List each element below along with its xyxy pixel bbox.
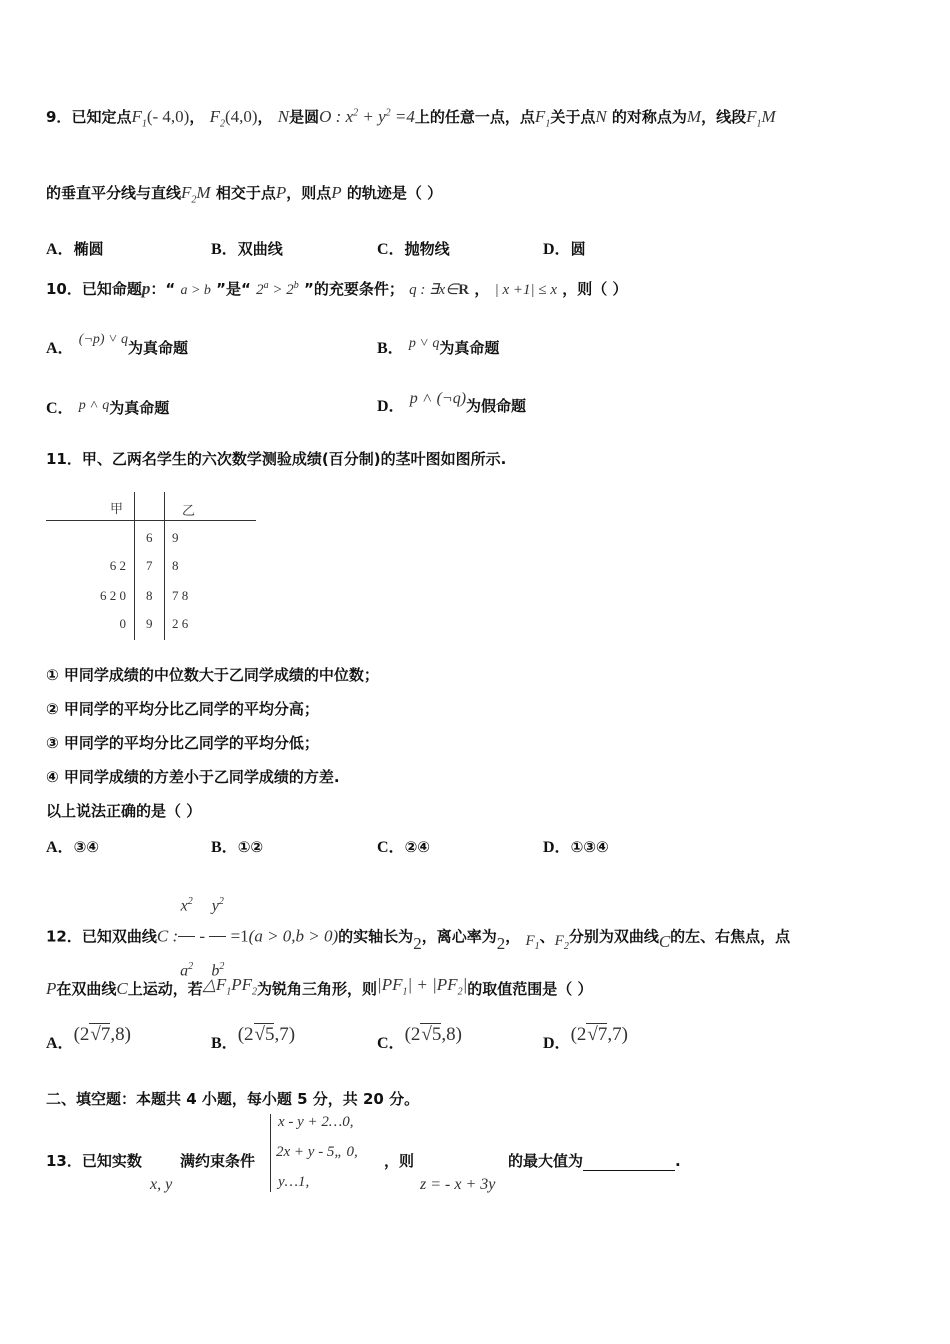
plot-right-header: 乙: [182, 503, 196, 518]
q11-option-a[interactable]: A．③④: [46, 838, 99, 856]
q12-line1: 12．已知双曲线C : $\frac{x^2}{a^2}$ - $\frac{y^2}{b^2}$ =1(a > 0,b > 0)的实轴长为2，离心率为2， $F_1$、$F_2$分别为双曲线C的左、右焦点，点: [46, 872, 790, 1002]
q12-line2: P在双曲线C上运动，若$\triangle F_1PF_2$为锐角三角形，则$|PF_1| + |PF_2|$的取值范围是（ ）: [46, 975, 593, 998]
constraint-1: x - y + 2…0,: [278, 1114, 354, 1130]
q11-option-b[interactable]: B．①②: [211, 838, 264, 856]
answer-blank[interactable]: [583, 1156, 675, 1171]
q11-statement-3: ③ 甲同学的平均分比乙同学的平均分低；: [46, 734, 319, 752]
q9-option-b[interactable]: B．双曲线: [211, 240, 283, 258]
plot-row-stem: 6: [146, 530, 153, 545]
plot-row-left: 0: [119, 616, 126, 631]
q10-option-a[interactable]: A． (¬p) ˅ q为真命题: [46, 332, 189, 357]
q12-option-b[interactable]: B．(2√5,7): [211, 1024, 296, 1052]
q10-option-c[interactable]: C． p ˄ q为真命题: [46, 398, 170, 417]
q11-number: 11．: [46, 450, 82, 468]
q10-option-d[interactable]: D． p ˄ (¬q)为假命题: [377, 390, 527, 415]
q11-statement-2: ② 甲同学的平均分比乙同学的平均分高；: [46, 700, 319, 718]
q12-number: 12．: [46, 927, 82, 946]
q13-prefix: 13．已知实数: [46, 1152, 142, 1170]
constraint-3: y…1,: [278, 1174, 310, 1190]
q9-option-d[interactable]: D．圆: [543, 240, 586, 258]
plot-row-left: 6 2 0: [100, 588, 126, 603]
plot-left-header: 甲: [110, 501, 124, 516]
q9-number: 9．: [46, 108, 72, 126]
q12-option-d[interactable]: D．(2√7,7): [543, 1024, 628, 1052]
q9-option-c[interactable]: C．抛物线: [377, 240, 450, 258]
q13-objective: z = - x + 3y: [420, 1176, 496, 1193]
plot-stem-rule-left: [134, 492, 135, 640]
plot-row-stem: 7: [146, 558, 153, 573]
q13-constraint-label: 满约束条件: [180, 1152, 256, 1170]
q9-line1: 9．已知定点$F_1(-$ 4,0)， $F_2(4,0)$， N是圆O : $x^2 + y^2 =4$上的任意一点，点$F_1$关于点N 的对称点为M，线段$F_1M$: [46, 107, 776, 130]
constraint-2: 2x + y - 5„ 0,: [276, 1144, 358, 1160]
q13-suffix: 的最大值为 .: [508, 1152, 681, 1170]
q13-vars: x, y: [150, 1176, 173, 1193]
plot-row-right: 7 8: [172, 588, 189, 603]
q11-statement-4: ④ 甲同学成绩的方差小于乙同学成绩的方差.: [46, 768, 340, 786]
q11-prompt: 以上说法正确的是（ ）: [46, 802, 202, 820]
section-2-title: 二、填空题：本题共 4 小题，每小题 5 分，共 20 分。: [46, 1090, 420, 1108]
plot-row-stem: 9: [146, 616, 153, 631]
plot-row-right: 9: [172, 530, 179, 545]
stem-leaf-plot: [46, 492, 258, 642]
q10-number: 10．: [46, 280, 82, 298]
plot-header-rule: [46, 520, 256, 521]
q11-question: 11．甲、乙两名学生的六次数学测验成绩(百分制)的茎叶图如图所示.: [46, 450, 507, 468]
q12-option-a[interactable]: A．(2√7,8): [46, 1024, 131, 1052]
plot-row-right: 2 6: [172, 616, 189, 631]
q11-option-c[interactable]: C．②④: [377, 838, 430, 856]
q11-statement-1: ① 甲同学成绩的中位数大于乙同学成绩的中位数；: [46, 666, 379, 684]
plot-row-right: 8: [172, 558, 179, 573]
q11-option-d[interactable]: D．①③④: [543, 838, 609, 856]
plot-row-left: 6 2: [109, 558, 126, 573]
q10-option-b[interactable]: B． p ˅ q为真命题: [377, 336, 500, 357]
plot-row-stem: 8: [146, 588, 153, 603]
q13-then: ，则: [384, 1152, 415, 1170]
q10-line1: 10．已知命题p：“ a > b ”是“ $2^a > 2^b$ ”的充要条件； q : ∃x∈R ， | x +1| ≤ x ，则（ ）: [46, 279, 628, 298]
q12-option-c[interactable]: C．(2√5,8): [377, 1024, 462, 1052]
system-brace: [270, 1114, 271, 1192]
q13-number: 13．: [46, 1152, 82, 1170]
plot-stem-rule-right: [164, 492, 165, 640]
q9-line2: 的垂直平分线与直线$F_2M$ 相交于点P，则点P 的轨迹是（ ）: [46, 183, 443, 206]
q9-option-a[interactable]: A．椭圆: [46, 240, 104, 258]
